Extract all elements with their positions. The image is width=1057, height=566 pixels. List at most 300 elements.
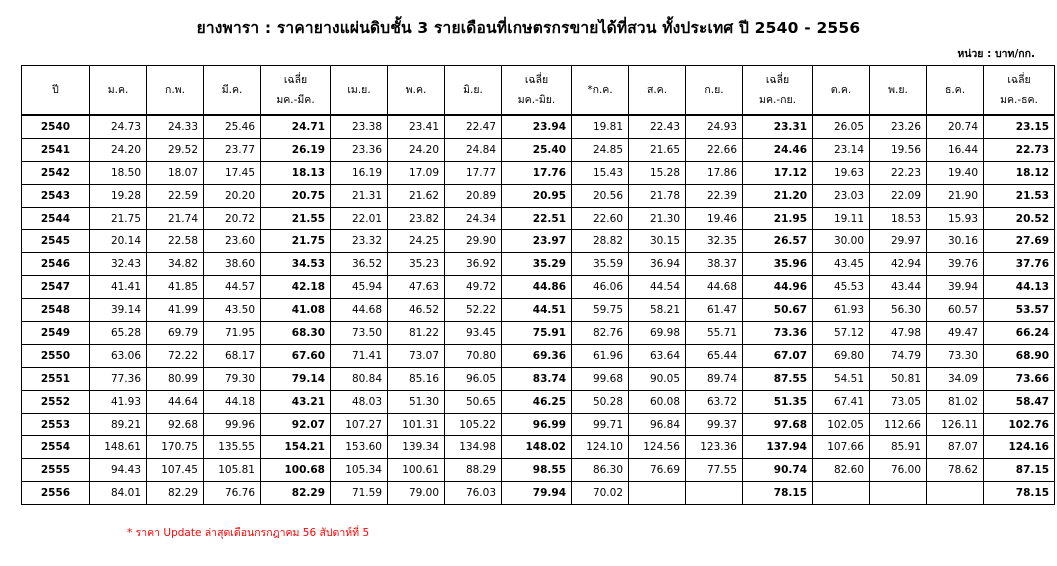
price-cell: 51.30 bbox=[388, 390, 445, 413]
price-cell: 26.05 bbox=[813, 115, 870, 138]
average-cell: 41.08 bbox=[261, 299, 331, 322]
average-cell: 25.40 bbox=[502, 138, 572, 161]
price-cell: 15.93 bbox=[927, 207, 984, 230]
table-row bbox=[22, 322, 1055, 345]
average-cell: 78.15 bbox=[743, 482, 813, 505]
price-cell: 135.55 bbox=[204, 436, 261, 459]
table-row bbox=[22, 459, 1055, 482]
year-cell: 2551 bbox=[22, 367, 90, 390]
column-header-label: เฉลี่ย bbox=[524, 74, 549, 86]
price-cell: 69.79 bbox=[147, 322, 204, 345]
average-cell: 20.52 bbox=[984, 207, 1055, 230]
price-cell: 84.01 bbox=[90, 482, 147, 505]
price-cell: 44.64 bbox=[147, 390, 204, 413]
column-header-label: พ.ค. bbox=[405, 84, 427, 96]
price-cell: 71.95 bbox=[204, 322, 261, 345]
price-cell: 48.03 bbox=[331, 390, 388, 413]
price-cell: 63.72 bbox=[686, 390, 743, 413]
table-row bbox=[22, 344, 1055, 367]
year-cell: 2546 bbox=[22, 253, 90, 276]
average-cell: 46.25 bbox=[502, 390, 572, 413]
price-cell: 35.59 bbox=[572, 253, 629, 276]
price-cell: 112.66 bbox=[870, 413, 927, 436]
price-cell: 29.52 bbox=[147, 138, 204, 161]
average-cell: 97.68 bbox=[743, 413, 813, 436]
price-cell: 34.09 bbox=[927, 367, 984, 390]
price-cell: 20.14 bbox=[90, 230, 147, 253]
price-cell: 65.44 bbox=[686, 344, 743, 367]
price-cell: 58.21 bbox=[629, 299, 686, 322]
average-cell: 78.15 bbox=[984, 482, 1055, 505]
price-cell: 107.66 bbox=[813, 436, 870, 459]
price-cell: 99.71 bbox=[572, 413, 629, 436]
price-cell: 99.96 bbox=[204, 413, 261, 436]
year-cell: 2550 bbox=[22, 344, 90, 367]
price-cell: 89.21 bbox=[90, 413, 147, 436]
price-cell: 36.52 bbox=[331, 253, 388, 276]
average-cell: 69.36 bbox=[502, 344, 572, 367]
price-cell: 24.85 bbox=[572, 138, 629, 161]
price-cell: 32.35 bbox=[686, 230, 743, 253]
price-cell: 44.68 bbox=[686, 276, 743, 299]
price-cell: 19.63 bbox=[813, 161, 870, 184]
price-cell: 22.66 bbox=[686, 138, 743, 161]
price-cell: 92.68 bbox=[147, 413, 204, 436]
column-header-average bbox=[984, 66, 1055, 116]
price-cell: 21.78 bbox=[629, 184, 686, 207]
price-cell: 73.50 bbox=[331, 322, 388, 345]
price-cell: 24.34 bbox=[445, 207, 502, 230]
year-cell: 2548 bbox=[22, 299, 90, 322]
price-cell: 32.43 bbox=[90, 253, 147, 276]
average-cell: 42.18 bbox=[261, 276, 331, 299]
price-cell: 170.75 bbox=[147, 436, 204, 459]
average-cell: 90.74 bbox=[743, 459, 813, 482]
average-cell: 37.76 bbox=[984, 253, 1055, 276]
price-cell: 38.60 bbox=[204, 253, 261, 276]
price-cell: 21.31 bbox=[331, 184, 388, 207]
price-cell: 18.53 bbox=[870, 207, 927, 230]
price-cell: 90.05 bbox=[629, 367, 686, 390]
price-cell: 61.47 bbox=[686, 299, 743, 322]
average-cell: 44.96 bbox=[743, 276, 813, 299]
price-cell: 23.32 bbox=[331, 230, 388, 253]
average-cell: 98.55 bbox=[502, 459, 572, 482]
table-row bbox=[22, 367, 1055, 390]
price-cell: 30.15 bbox=[629, 230, 686, 253]
column-header-month bbox=[927, 66, 984, 116]
price-cell: 29.97 bbox=[870, 230, 927, 253]
price-cell: 19.11 bbox=[813, 207, 870, 230]
table-row bbox=[22, 299, 1055, 322]
column-header-label: มี.ค. bbox=[221, 84, 243, 96]
table-body bbox=[22, 115, 1055, 505]
price-cell: 19.56 bbox=[870, 138, 927, 161]
column-header-month bbox=[686, 66, 743, 116]
average-cell: 73.36 bbox=[743, 322, 813, 345]
price-cell: 93.45 bbox=[445, 322, 502, 345]
price-cell: 123.36 bbox=[686, 436, 743, 459]
average-cell: 18.13 bbox=[261, 161, 331, 184]
price-cell: 22.09 bbox=[870, 184, 927, 207]
price-cell: 82.60 bbox=[813, 459, 870, 482]
average-cell: 20.75 bbox=[261, 184, 331, 207]
price-cell: 44.54 bbox=[629, 276, 686, 299]
price-cell: 52.22 bbox=[445, 299, 502, 322]
price-cell: 23.14 bbox=[813, 138, 870, 161]
price-cell: 96.84 bbox=[629, 413, 686, 436]
year-cell: 2555 bbox=[22, 459, 90, 482]
year-cell: 2545 bbox=[22, 230, 90, 253]
average-cell: 67.07 bbox=[743, 344, 813, 367]
average-cell: 21.75 bbox=[261, 230, 331, 253]
column-header-label: ส.ค. bbox=[646, 84, 668, 96]
price-cell: 73.30 bbox=[927, 344, 984, 367]
average-cell: 34.53 bbox=[261, 253, 331, 276]
price-cell: 36.94 bbox=[629, 253, 686, 276]
table-row bbox=[22, 276, 1055, 299]
column-header-average bbox=[502, 66, 572, 116]
average-cell: 66.24 bbox=[984, 322, 1055, 345]
price-cell: 73.05 bbox=[870, 390, 927, 413]
table-row bbox=[22, 115, 1055, 138]
price-cell: 38.37 bbox=[686, 253, 743, 276]
average-cell: 21.20 bbox=[743, 184, 813, 207]
price-cell: 96.05 bbox=[445, 367, 502, 390]
price-cell: 46.52 bbox=[388, 299, 445, 322]
table-row bbox=[22, 253, 1055, 276]
price-cell: 19.40 bbox=[927, 161, 984, 184]
price-cell: 23.82 bbox=[388, 207, 445, 230]
price-cell: 101.31 bbox=[388, 413, 445, 436]
column-header-range: มค.-มีค. bbox=[276, 94, 315, 106]
average-cell: 50.67 bbox=[743, 299, 813, 322]
price-cell: 67.41 bbox=[813, 390, 870, 413]
column-header-label: เฉลี่ย bbox=[283, 74, 308, 86]
price-cell: 20.74 bbox=[927, 115, 984, 138]
price-cell: 19.46 bbox=[686, 207, 743, 230]
average-cell: 44.13 bbox=[984, 276, 1055, 299]
year-cell: 2544 bbox=[22, 207, 90, 230]
table-row bbox=[22, 413, 1055, 436]
price-cell: 20.72 bbox=[204, 207, 261, 230]
price-cell: 44.57 bbox=[204, 276, 261, 299]
price-cell: 80.99 bbox=[147, 367, 204, 390]
page-title: ยางพารา : ราคายางแผ่นดิบชั้น 3 รายเดือนที่เกษตรกรขายได้ที่สวน ทั้งประเทศ ปี 2540 - 2556 bbox=[196, 19, 861, 37]
price-cell: 55.71 bbox=[686, 322, 743, 345]
average-cell: 26.19 bbox=[261, 138, 331, 161]
price-cell: 74.79 bbox=[870, 344, 927, 367]
year-cell: 2540 bbox=[22, 115, 90, 138]
price-cell: 45.94 bbox=[331, 276, 388, 299]
average-cell: 24.46 bbox=[743, 138, 813, 161]
price-cell: 50.28 bbox=[572, 390, 629, 413]
price-cell: 76.00 bbox=[870, 459, 927, 482]
price-cell: 23.26 bbox=[870, 115, 927, 138]
average-cell: 22.51 bbox=[502, 207, 572, 230]
average-cell: 87.15 bbox=[984, 459, 1055, 482]
price-cell: 57.12 bbox=[813, 322, 870, 345]
year-cell: 2542 bbox=[22, 161, 90, 184]
year-cell: 2552 bbox=[22, 390, 90, 413]
average-cell: 51.35 bbox=[743, 390, 813, 413]
average-cell: 102.76 bbox=[984, 413, 1055, 436]
average-cell: 79.14 bbox=[261, 367, 331, 390]
price-cell: 42.94 bbox=[870, 253, 927, 276]
price-cell: 71.59 bbox=[331, 482, 388, 505]
average-cell: 27.69 bbox=[984, 230, 1055, 253]
price-cell: 107.45 bbox=[147, 459, 204, 482]
price-cell: 76.03 bbox=[445, 482, 502, 505]
average-cell: 44.86 bbox=[502, 276, 572, 299]
price-cell: 49.72 bbox=[445, 276, 502, 299]
price-cell: 41.41 bbox=[90, 276, 147, 299]
average-cell: 23.31 bbox=[743, 115, 813, 138]
average-cell: 23.15 bbox=[984, 115, 1055, 138]
price-cell: 20.20 bbox=[204, 184, 261, 207]
price-cell: 21.62 bbox=[388, 184, 445, 207]
price-table bbox=[21, 65, 1055, 505]
price-cell: 21.75 bbox=[90, 207, 147, 230]
price-cell: 79.30 bbox=[204, 367, 261, 390]
price-cell: 23.41 bbox=[388, 115, 445, 138]
table-row bbox=[22, 482, 1055, 505]
price-cell: 22.43 bbox=[629, 115, 686, 138]
price-cell: 59.75 bbox=[572, 299, 629, 322]
price-cell: 22.47 bbox=[445, 115, 502, 138]
average-cell: 44.51 bbox=[502, 299, 572, 322]
price-cell: 21.74 bbox=[147, 207, 204, 230]
price-cell: 77.36 bbox=[90, 367, 147, 390]
price-cell: 82.76 bbox=[572, 322, 629, 345]
price-cell bbox=[927, 482, 984, 505]
average-cell: 148.02 bbox=[502, 436, 572, 459]
price-cell: 61.96 bbox=[572, 344, 629, 367]
column-header-label: ก.พ. bbox=[165, 84, 185, 96]
column-header-month bbox=[331, 66, 388, 116]
price-cell: 79.00 bbox=[388, 482, 445, 505]
average-cell: 75.91 bbox=[502, 322, 572, 345]
price-cell: 41.93 bbox=[90, 390, 147, 413]
year-cell: 2543 bbox=[22, 184, 90, 207]
price-cell bbox=[813, 482, 870, 505]
price-cell: 23.38 bbox=[331, 115, 388, 138]
average-cell: 21.55 bbox=[261, 207, 331, 230]
price-cell: 46.06 bbox=[572, 276, 629, 299]
average-cell: 68.90 bbox=[984, 344, 1055, 367]
average-cell: 58.47 bbox=[984, 390, 1055, 413]
table-row bbox=[22, 184, 1055, 207]
price-cell: 82.29 bbox=[147, 482, 204, 505]
price-cell: 19.81 bbox=[572, 115, 629, 138]
price-cell: 21.30 bbox=[629, 207, 686, 230]
table-row bbox=[22, 436, 1055, 459]
column-header-month bbox=[445, 66, 502, 116]
average-cell: 21.53 bbox=[984, 184, 1055, 207]
price-cell: 44.68 bbox=[331, 299, 388, 322]
price-cell: 61.93 bbox=[813, 299, 870, 322]
average-cell: 154.21 bbox=[261, 436, 331, 459]
price-cell: 87.07 bbox=[927, 436, 984, 459]
average-cell: 83.74 bbox=[502, 367, 572, 390]
average-cell: 21.95 bbox=[743, 207, 813, 230]
price-cell: 76.69 bbox=[629, 459, 686, 482]
average-cell: 82.29 bbox=[261, 482, 331, 505]
price-cell: 18.50 bbox=[90, 161, 147, 184]
price-cell: 134.98 bbox=[445, 436, 502, 459]
price-cell: 17.45 bbox=[204, 161, 261, 184]
price-cell: 105.34 bbox=[331, 459, 388, 482]
price-cell: 73.07 bbox=[388, 344, 445, 367]
price-cell: 21.90 bbox=[927, 184, 984, 207]
price-cell: 85.91 bbox=[870, 436, 927, 459]
price-cell: 44.18 bbox=[204, 390, 261, 413]
average-cell: 92.07 bbox=[261, 413, 331, 436]
column-header-range: มค.-ธค. bbox=[1000, 94, 1038, 106]
price-cell: 56.30 bbox=[870, 299, 927, 322]
average-cell: 18.12 bbox=[984, 161, 1055, 184]
price-cell: 54.51 bbox=[813, 367, 870, 390]
price-cell: 22.58 bbox=[147, 230, 204, 253]
price-cell: 148.61 bbox=[90, 436, 147, 459]
price-cell: 105.22 bbox=[445, 413, 502, 436]
price-cell: 63.06 bbox=[90, 344, 147, 367]
price-cell: 24.33 bbox=[147, 115, 204, 138]
average-cell: 26.57 bbox=[743, 230, 813, 253]
column-header-month bbox=[870, 66, 927, 116]
unit-label: หน่วย : บาท/กก. bbox=[957, 48, 1035, 60]
column-header-label: มิ.ย. bbox=[463, 84, 483, 96]
price-cell: 22.23 bbox=[870, 161, 927, 184]
price-cell: 43.45 bbox=[813, 253, 870, 276]
price-cell: 100.61 bbox=[388, 459, 445, 482]
price-cell: 23.03 bbox=[813, 184, 870, 207]
price-cell: 24.20 bbox=[90, 138, 147, 161]
table-row bbox=[22, 161, 1055, 184]
price-cell: 22.39 bbox=[686, 184, 743, 207]
column-header-label: ม.ค. bbox=[107, 84, 129, 96]
table-row bbox=[22, 230, 1055, 253]
price-cell: 24.25 bbox=[388, 230, 445, 253]
column-header-month bbox=[572, 66, 629, 116]
price-cell: 29.90 bbox=[445, 230, 502, 253]
price-cell: 22.59 bbox=[147, 184, 204, 207]
price-cell: 23.60 bbox=[204, 230, 261, 253]
price-cell: 102.05 bbox=[813, 413, 870, 436]
average-cell: 43.21 bbox=[261, 390, 331, 413]
price-cell: 16.19 bbox=[331, 161, 388, 184]
price-cell: 23.77 bbox=[204, 138, 261, 161]
price-cell: 28.82 bbox=[572, 230, 629, 253]
table-row bbox=[22, 390, 1055, 413]
price-cell: 88.29 bbox=[445, 459, 502, 482]
column-header-range: มค.-มิย. bbox=[517, 94, 556, 106]
price-cell: 41.99 bbox=[147, 299, 204, 322]
price-cell: 18.07 bbox=[147, 161, 204, 184]
price-cell: 50.81 bbox=[870, 367, 927, 390]
column-header-label: *ก.ค. bbox=[587, 84, 613, 96]
price-cell: 19.28 bbox=[90, 184, 147, 207]
price-cell: 89.74 bbox=[686, 367, 743, 390]
column-header-month bbox=[813, 66, 870, 116]
price-cell: 124.10 bbox=[572, 436, 629, 459]
header-row bbox=[22, 66, 1055, 116]
price-cell: 20.56 bbox=[572, 184, 629, 207]
price-cell bbox=[870, 482, 927, 505]
price-cell: 69.80 bbox=[813, 344, 870, 367]
price-cell: 25.46 bbox=[204, 115, 261, 138]
column-header-month bbox=[90, 66, 147, 116]
column-header-label: เม.ย. bbox=[347, 84, 371, 96]
price-cell: 105.81 bbox=[204, 459, 261, 482]
average-cell: 87.55 bbox=[743, 367, 813, 390]
price-cell: 70.80 bbox=[445, 344, 502, 367]
price-cell: 65.28 bbox=[90, 322, 147, 345]
price-cell: 94.43 bbox=[90, 459, 147, 482]
price-cell: 17.09 bbox=[388, 161, 445, 184]
price-cell: 126.11 bbox=[927, 413, 984, 436]
price-cell: 70.02 bbox=[572, 482, 629, 505]
price-cell: 41.85 bbox=[147, 276, 204, 299]
price-cell: 47.63 bbox=[388, 276, 445, 299]
price-cell: 60.57 bbox=[927, 299, 984, 322]
price-cell: 39.76 bbox=[927, 253, 984, 276]
year-cell: 2541 bbox=[22, 138, 90, 161]
price-cell: 107.27 bbox=[331, 413, 388, 436]
price-cell: 39.14 bbox=[90, 299, 147, 322]
price-cell: 81.02 bbox=[927, 390, 984, 413]
year-cell: 2556 bbox=[22, 482, 90, 505]
average-cell: 35.29 bbox=[502, 253, 572, 276]
column-header-label: ก.ย. bbox=[704, 84, 724, 96]
price-cell bbox=[629, 482, 686, 505]
price-cell: 85.16 bbox=[388, 367, 445, 390]
price-cell: 72.22 bbox=[147, 344, 204, 367]
average-cell: 23.97 bbox=[502, 230, 572, 253]
price-cell: 76.76 bbox=[204, 482, 261, 505]
average-cell: 22.73 bbox=[984, 138, 1055, 161]
column-header-year bbox=[22, 66, 90, 116]
footnote: * ราคา Update ล่าสุดเดือนกรกฎาคม 56 สัปดาห์ที่ 5 bbox=[127, 527, 370, 539]
column-header-month bbox=[147, 66, 204, 116]
price-cell: 71.41 bbox=[331, 344, 388, 367]
price-cell: 45.53 bbox=[813, 276, 870, 299]
column-header-range: มค.-กย. bbox=[759, 94, 796, 106]
column-header-month bbox=[204, 66, 261, 116]
average-cell: 35.96 bbox=[743, 253, 813, 276]
price-cell: 47.98 bbox=[870, 322, 927, 345]
price-cell: 24.20 bbox=[388, 138, 445, 161]
price-cell: 21.65 bbox=[629, 138, 686, 161]
average-cell: 23.94 bbox=[502, 115, 572, 138]
average-cell: 20.95 bbox=[502, 184, 572, 207]
price-cell: 139.34 bbox=[388, 436, 445, 459]
price-cell: 24.93 bbox=[686, 115, 743, 138]
year-cell: 2547 bbox=[22, 276, 90, 299]
price-cell: 80.84 bbox=[331, 367, 388, 390]
price-cell: 17.86 bbox=[686, 161, 743, 184]
column-header-average bbox=[261, 66, 331, 116]
average-cell: 68.30 bbox=[261, 322, 331, 345]
price-cell: 22.01 bbox=[331, 207, 388, 230]
price-cell: 124.56 bbox=[629, 436, 686, 459]
price-cell: 24.84 bbox=[445, 138, 502, 161]
average-cell: 79.94 bbox=[502, 482, 572, 505]
column-header-label: ต.ค. bbox=[830, 84, 852, 96]
year-cell: 2554 bbox=[22, 436, 90, 459]
average-cell: 124.16 bbox=[984, 436, 1055, 459]
price-cell: 30.16 bbox=[927, 230, 984, 253]
